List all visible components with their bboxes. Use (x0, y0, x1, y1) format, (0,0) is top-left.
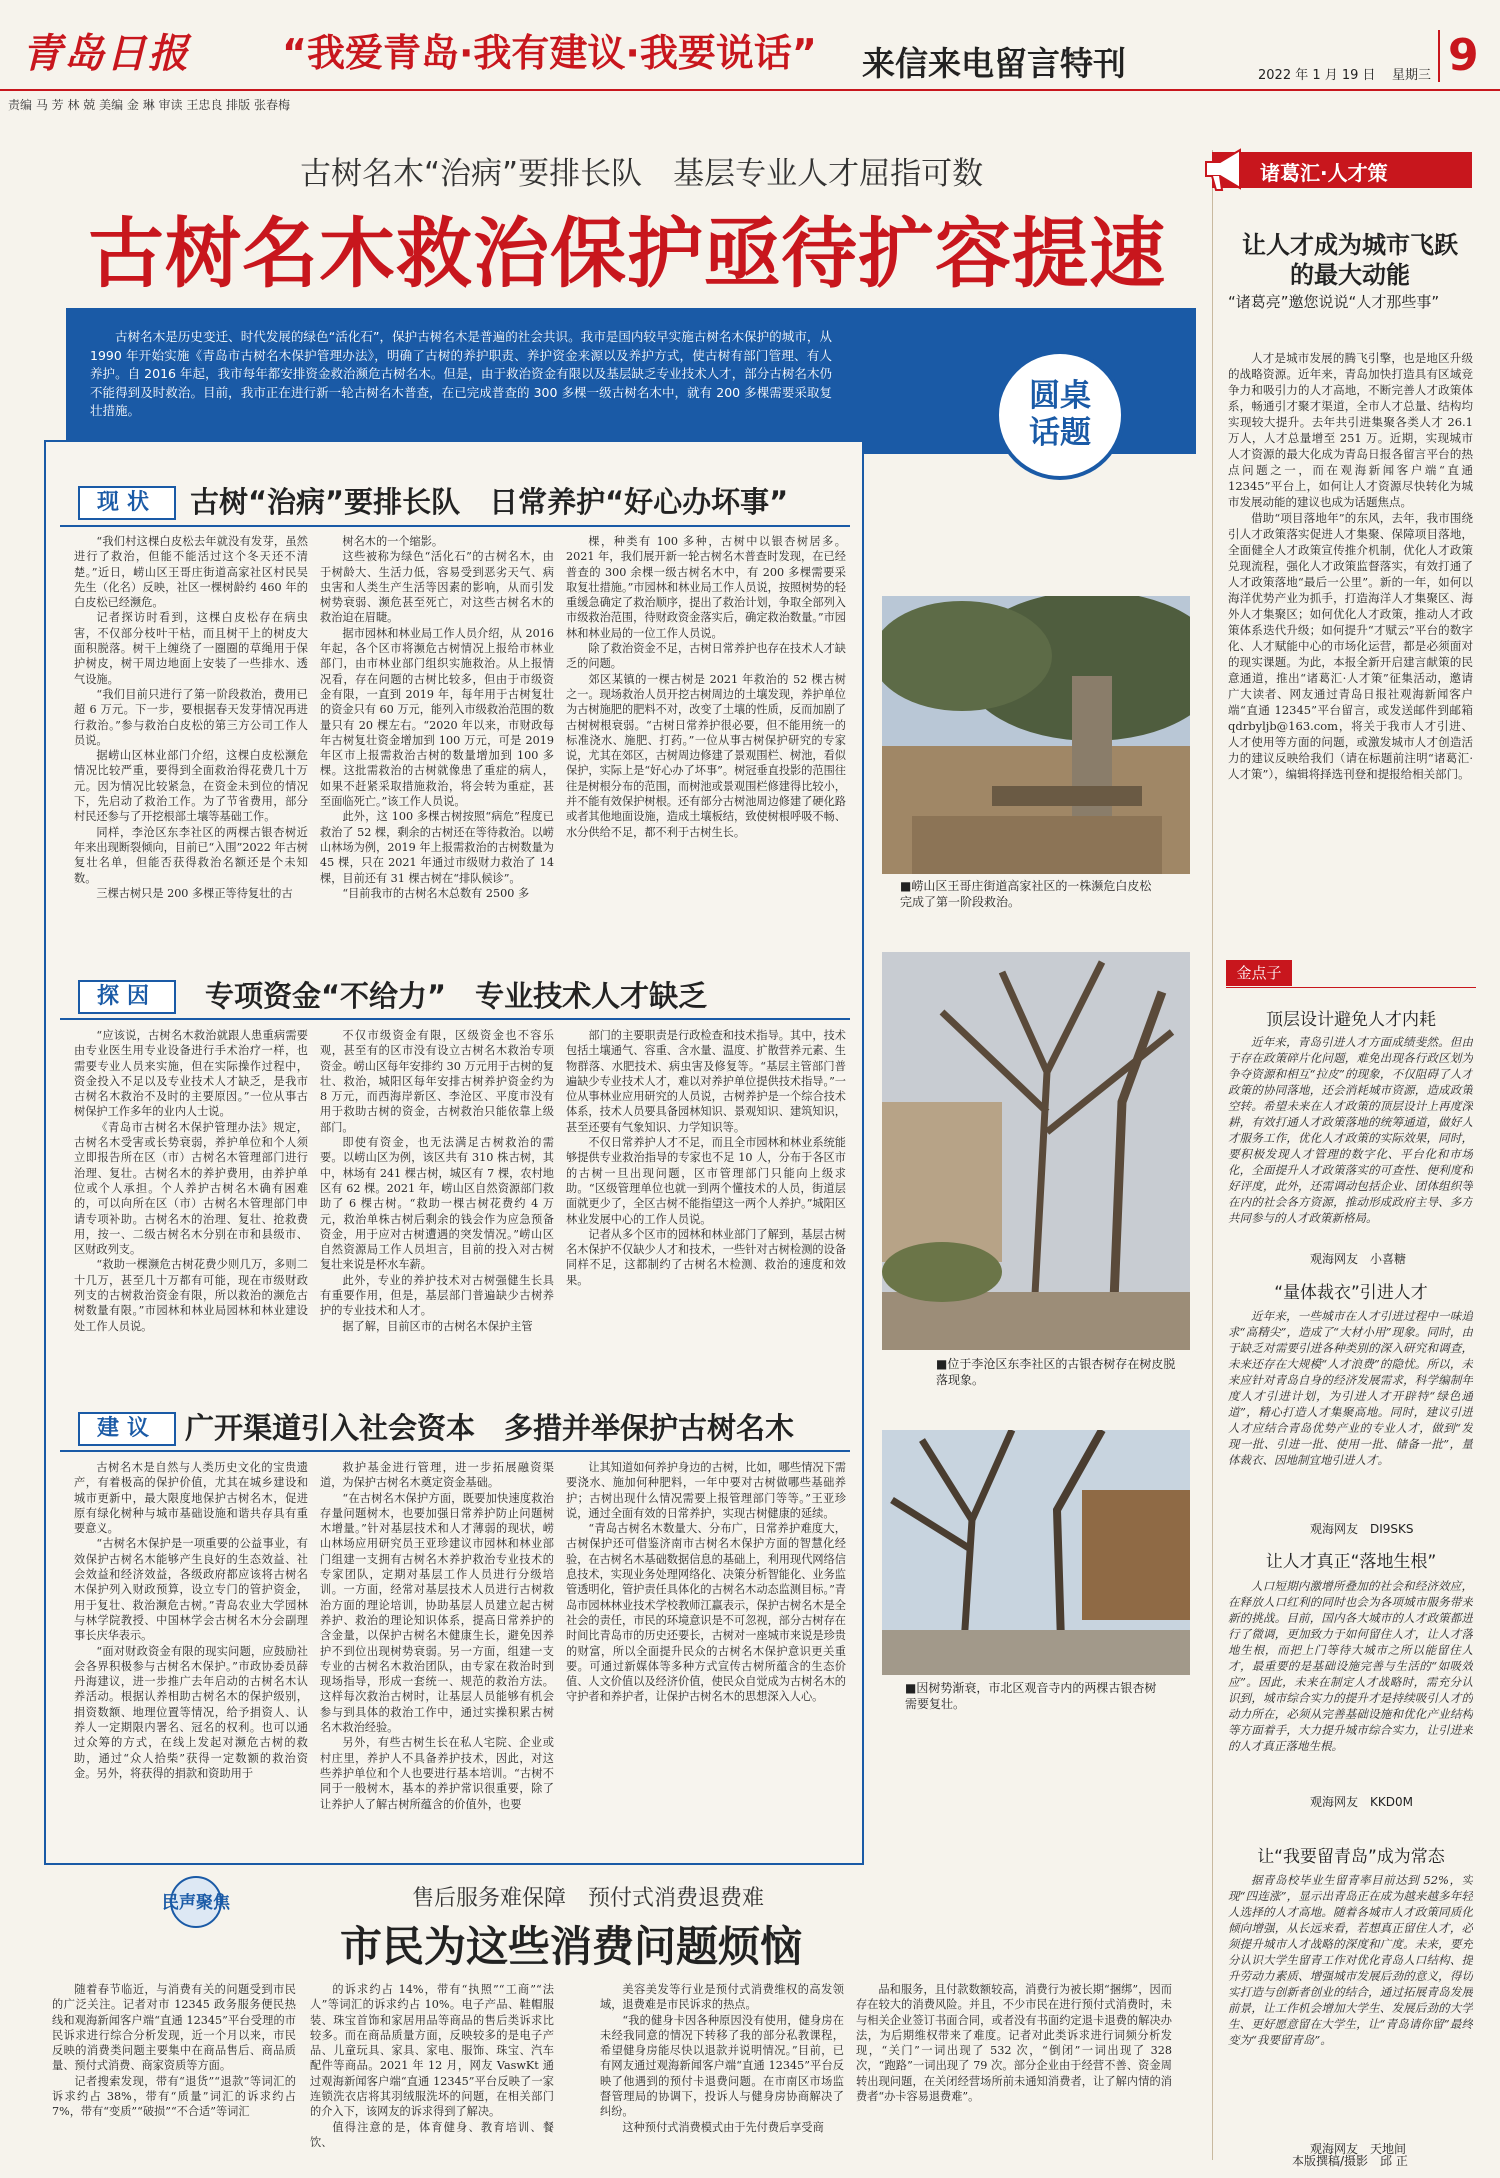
idea-4-title: 让“我要留青岛”成为常态 (1257, 1847, 1445, 1867)
section-tag-cause: 探因 (78, 980, 176, 1014)
photo-white-pine (882, 596, 1190, 874)
consumer-column-3 (600, 1982, 844, 2158)
section-tag-advice: 建议 (78, 1412, 176, 1446)
s2-column-3 (566, 1028, 846, 1388)
s3-column-3 (566, 1460, 846, 1855)
intro-text: 古树名木是历史变迁、时代发展的绿色“活化石”，保护古树名木是普遍的社会共识。我市是国内较早实施古树名木保护的城市，从 1990 年开始实施《青岛市古树名木保护管理办法》，明确了古树的养护职责、养护资金来源以及养护方式，使古树有部门管理、有人养护。自 2016 年起，我市每年都安排资金救治濒危古树名木。但是，由于救治资金有限以及基层缺乏专业技术人才，部分古树名木仍不能得到及时救治。目前，我市正在进行新一轮古树名木普查，在已完成普查的 300 多棵一级古树名木中，就有 200 多棵需要采取复壮措施。 (90, 329, 832, 418)
paragraph: 的诉求约占 14%，带有“执照”“工商”“法人”等词汇的诉求约占 10%。电子产品、鞋帽服装、珠宝首饰和家居用品等商品的售后类诉求比较多。而在商品质量方面，反映较多的是电子产品、儿童玩具、家具、家电、服饰、珠宝、汽车配件等商品。2021 年 12 月，网友 VaswKt 通过观海新闻客户端“直通 12345”平台反映了一家连锁洗衣店将其羽绒服洗坏的问题，在相关部门的介入下，该网友的诉求得到了解决。 (310, 1983, 554, 2119)
masthead-rule (0, 89, 1500, 91)
paragraph: 同样，李沧区东李社区的两棵古银杏树近年来出现断裂倾向，目前已“入围”2022 年古树复壮名单，但能否获得救治名额还是个未知数。 (74, 825, 308, 885)
paragraph: “应该说，古树名木救治就跟人患重病需要由专业医生用专业设备进行手术治疗一样，也需要专业人员来实施，但在实际操作过程中，资金投入不足以及专业技术人才缺乏，是我市古树名木救治不及时的主要原因。”一位从事古树保护工作多年的业内人士说。 (74, 1029, 308, 1119)
paragraph: “我们目前只进行了第一阶段救治，费用已超 6 万元。下一步，要根据春天发芽情况再进行救治。”参与救治白皮松的第三方公司工作人员说。 (74, 687, 308, 747)
paragraph: 部门的主要职责是行政检查和技术指导。其中，技术包括土壤通气、容重、含水量、温度、扩散营养元素、生物群落、水肥技术、病虫害及修复等。“基层主管部门普遍缺少专业技术人才，难以对养护单位提供技术指导。”一位从事林业应用研究的人员说，古树养护是一个综合技术体系，技术人员要具备园林知识、景观知识、建筑知识，甚至还要有气象知识、力学知识等。 (566, 1029, 846, 1134)
paragraph: 这些被称为绿色“活化石”的古树名木，由于树龄大、生活力低，容易受到恶劣天气、病虫害和人类生产生活等因素的影响，从而引发树势衰弱、濒危甚至死亡，对这些古树名木的救治迫在眉睫。 (320, 550, 554, 625)
section-title-advice: 广开渠道引入社会资本 多措并举保护古树名木 (185, 1411, 795, 1445)
photo-caption-2: ■位于李沧区东李社区的古银杏树存在树皮脱落现象。 (936, 1357, 1176, 1387)
consumer-column-2 (310, 1982, 554, 2158)
photo-caption-1: ■崂山区王哥庄街道高家社区的一株濒危白皮松完成了第一阶段救治。 (900, 879, 1152, 909)
sidebar-header-label: 诸葛汇·人才策 (1260, 161, 1388, 185)
idea-3-body: 人口短期内激增所叠加的社会和经济效应，在释放人口红利的同时也会为各项城市服务带来新的挑战。目前，国内各大城市的人才政策都进行了微调，更加致力于如何留住人才，让人才落地生根，而把上门等待大城市之所以能留住人才，最重要的是基础设施完善与生活的“如吸效应”。因此，未来在制定人才战略时，需充分认识到，城市综合实力的提升才是持续吸引人才的动力所在，必须从完善基础设施和优化产业结构等方面着手，大力提升城市综合实力，让引进来的人才真正落地生根。 (1228, 1579, 1473, 1753)
paragraph: 另外，有些古树生长在私人宅院、企业或村庄里，养护人不具备养护技术，因此，对这些养护单位和个人也要进行基本培训。“古树不同于一般树木，基本的养护常识很重要，除了让养护人了解古树所蕴含的价值外，也要 (320, 1736, 554, 1811)
paragraph: 除了救治资金不足，古树日常养护也存在技术人才缺乏的问题。 (566, 642, 846, 671)
photo-caption-3: ■因树势渐衰，市北区观音寺内的两棵古银杏树需要复壮。 (905, 1681, 1157, 1711)
issue-date: 2022 年 1 月 19 日 (1258, 68, 1376, 83)
megaphone-icon (1200, 146, 1250, 192)
idea-4-author: 观海网友 天地间 (1310, 2142, 1407, 2156)
s2-column-2 (320, 1028, 554, 1388)
section-title-status: 古树“治病”要排长队 日常养护“好心办坏事” (190, 485, 789, 519)
idea-1-author: 观海网友 小喜糖 (1310, 1252, 1407, 1266)
s2-column-1 (74, 1028, 308, 1388)
section-rule (60, 525, 850, 527)
paragraph: 《青岛市古树名木保护管理办法》规定，古树名木受害或长势衰弱，养护单位和个人须立即报告所在区（市）古树名木管理部门进行治理、复壮。古树名木的养护费用，由养护单位或个人承担。个人养护古树名木确有困难的，可以向所在区（市）古树名木管理部门申请专项补助。古树名木的治理、复壮、抢救费用，按一、二级古树名木分别在市和县级市、区财政列支。 (74, 1120, 308, 1257)
paragraph: 随着春节临近，与消费有关的问题受到市民的广泛关注。记者对市 12345 政务服务便民热线和观海新闻客户端“直通 12345”平台受理的市民诉求进行综合分析发现，近一个月以来，市民反映的消费类问题主要集中在商品售后、商品质量、预付式消费、商家资质等方面。 (52, 1983, 296, 2073)
idea-3-title: 让人才真正“落地生根” (1265, 1552, 1437, 1572)
consumer-column-4 (856, 1982, 1172, 2144)
s1-column-1 (74, 534, 308, 959)
consumer-footer: 本版撰稿/摄影 邱 正 (1292, 2154, 1408, 2168)
special-headline: “我爱青岛·我有建议·我要说话” (282, 31, 817, 75)
paragraph: 此外，这 100 多棵古树按照“病危”程度已救治了 52 棵，剩余的古树还在等待救治。以崂山林场为例，2019 年上报需救治的古树数量为 45 棵，只在 2021 年通过市级财力救治了 14 棵，目前还有 31 棵古树在“排队候诊”。 (320, 810, 554, 885)
section-title-cause: 专项资金“不给力” 专业技术人才缺乏 (205, 979, 708, 1013)
paragraph: “古树名木保护是一项重要的公益事业，有效保护古树名木能够产生良好的生态效益、社会效益和经济效益，各级政府都应该将古树名木保护列入财政预算，设立专门的管护资金，用于复壮、救治濒危古树。”青岛农业大学园林与林学院教授、中国林学会古树名木分会副理事长庆华表示。 (74, 1537, 308, 1643)
idea-2-author: 观海网友 DI9SKS (1310, 1522, 1414, 1536)
paragraph: “青岛古树名木数量大、分布广，日常养护难度大，古树保护还可借鉴济南市古树名木保护方面的智慧化经验，在古树名木基础数据信息的基础上，利用现代网络信息技术，实现业务处理网络化、决策分析智能化、业务监管透明化，管护责任具体化的古树名木动态监测目标。”青岛市园林林业技术学校教师江赢表示，保护古树名木是全社会的责任，市民的环境意识是不可忽视，部分古树存在时间比青岛市的历史还要长，古树对一座城市来说是珍贵的财富，所以全面提升民众的古树名木保护意识更关重要。可通过新媒体等多种方式宣传古树所蕴含的生态价值、人文价值以及经济价值，使民众自觉成为古树名木的守护者和养护者，让保护古树名木的思想深入人心。 (566, 1522, 846, 1704)
sidebar-article-body (1228, 350, 1473, 962)
newspaper-logo: 青岛日报 (22, 30, 190, 77)
paragraph: 此外，专业的养护技术对古树强健生长具有重要作用，但是，基层部门普遍缺少古树养护的专业技术和人才。 (320, 1273, 554, 1318)
paragraph: 三棵古树只是 200 多棵正等待复壮的古 (96, 886, 293, 900)
lead-kicker: 古树名木“治病”要排长队 基层专业人才屈指可数 (300, 156, 984, 192)
masthead (0, 0, 1500, 118)
consumer-title: 市民为这些消费问题烦恼 (340, 1922, 803, 1971)
idea-2-body: 近年来，一些城市在人才引进过程中一味追求“高精尖”，造成了“大材小用”现象。同时，由于缺乏对需要引进各种类别的深入研究和调查，未来还存在大规模“人才浪费”的隐忧。所以，未来应针对青岛自身的经济发展需求，科学编制年度人才引进计划，为引进人才开辟特“绿色通道”，精心打造人才集聚高地。同时，建议引进人才应结合青岛优势产业的专业人才，做到“发现一批、引进一批、使用一批、储备一批”，量体裁衣、因地制宜地引进人才。 (1228, 1309, 1473, 1467)
paragraph: “在古树名木保护方面，既要加快速度救治存量问题树木，也要加强日常养护防止问题树木增量。”针对基层技术和人才薄弱的现状，崂山林场应用研究员王亚珍建议市园林和林业部门组建一支拥有古树名木养护救治专业技术的专家团队，定期对基层工作人员进行分级培训。一方面，经常对基层技术人员进行古树救治方面的理论培训，协助基层人员建立起古树养护、救治的理论知识体系，提高日常养护的含金量，以保护古树名木健康生长，避免因养护不到位出现树势衰弱。另一方面，组建一支专业的古树名木救治团队，由专家在救治时到现场指导，形成一套统一、规范的救治方法。这样每次救治古树时，让基层人员能够有机会参与到具体的救治工作中，通过实操积累古树名木救治经验。 (320, 1491, 554, 1735)
photo-ginkgo-dongli (882, 952, 1190, 1350)
paragraph: “我的健身卡因各种原因没有使用，健身房在未经我同意的情况下转移了我的部分私教课程，希望健身房能尽快以退款并说明情况。”目前，已有网友通过观海新闻客户端“直通 12345”平台反映了他遇到的预付卡退费问题。在市南区市场监督管理局的协调下，投诉人与健身房协商解决了纠纷。 (600, 2013, 844, 2119)
page-number: 9 (1438, 30, 1488, 82)
consumer-kicker: 售后服务难保障 预付式消费退费难 (412, 1886, 765, 1911)
paragraph: 让其知道如何养护身边的古树，比如，哪些情况下需要浇水、施加何种肥料，一年中要对古树做哪些基础养护；古树出现什么情况需要上报管理部门等等。”王亚珍说，通过全面有效的日常养护，实现古树健康的延续。 (566, 1461, 846, 1520)
paragraph: 树名木的一个缩影。 (342, 535, 444, 548)
s3-column-1 (74, 1460, 308, 1855)
s1-column-3 (566, 534, 846, 959)
photo-ginkgo-guanyin (882, 1430, 1190, 1675)
editor-credits: 责编 马 芳 林 兢 美编 金 琳 审读 王忠良 排版 张春梅 (8, 98, 290, 112)
paragraph: 不仅日常养护人才不足，而且全市园林和林业系统能够提供专业救治指导的专家也不足 10 人，分布于各区市的古树一旦出现问题，区市管理部门只能向上级求助。“区级管理单位也就一到两个懂技术的人员，街道层面就更少了，全区古树不能指望这一两个人养护。”城阳区林业发展中心的工作人员说。 (566, 1136, 846, 1226)
gold-ideas-rule (1226, 987, 1476, 988)
paragraph: 即使有资金，也无法满足古树救治的需要。以崂山区为例，该区共有 310 株古树，其中，林场有 241 棵古树，城区有 7 棵，农村地区有 62 棵。2021 年，崂山区自然资源部门救助了 6 棵古树。“救助一棵古树花费约 4 万元，救治单株古树后剩余的钱会作为应急预备资金，用于应对古树遭遇的突发情况。”崂山区自然资源局工作人员坦言，目前的投入对古树复壮来说是杯水车薪。 (320, 1136, 554, 1272)
idea-1-title: 顶层设计避免人才内耗 (1266, 1010, 1436, 1030)
paragraph: “救助一棵濒危古树花费少则几万，多则二十几万，甚至几十万都有可能，现在市级财政列支的古树救治资金有限，所以救治的濒危古树数量有限。”市园林和林业局园林和林业建设处工作人员说。 (74, 1258, 308, 1333)
consumer-badge-label: 民声聚焦 (162, 1893, 230, 1913)
paragraph: 记者探访时看到，这棵白皮松存在病虫害，不仅部分枝叶干枯，而且树干上的树皮大面积脱落。树干上缠绕了一圈圈的草绳用于保护树皮，树干周边地面上安装了一些排水、透气设施。 (74, 611, 308, 686)
idea-2-title: “量体裁衣”引进人才 (1274, 1283, 1428, 1303)
lead-title: 古树名木救治保护亟待扩容提速 (88, 209, 1166, 298)
paragraph: 品和服务，且付款数额较高，消费行为被长期“捆绑”，因而存在较大的消费风险。并且，不少市民在进行预付式消费时，未与相关企业签订书面合同，或者没有书面约定退卡退费的解决办法，为后期维权带来了难度。记者对此类诉求进行词频分析发现，“关门”一词出现了 532 次，“倒闭”一词出现了 328 次，“跑路”一词出现了 79 次。部分企业由于经营不善、资金周转出现问题，在关闭经营场所前未通知消费者，让了解内情的消费者“办卡容易退费难”。 (856, 1983, 1172, 2104)
paragraph: 记者从多个区市的园林和林业部门了解到，基层古树名木保护不仅缺少人才和技术，一些针对古树检测的设备同样不足，这都制约了古树名木检测、救治的速度和效果。 (566, 1227, 846, 1287)
paragraph: 据了解，目前区市的古树名木保护主管 (342, 1319, 533, 1333)
section-rule (60, 1018, 850, 1020)
paragraph: 据崂山区林业部门介绍，这棵白皮松濒危情况比较严重，要得到全面救治得花费几十万元。因为情况比较紧急，在资金未到位的情况下，先启动了救治工作。为了节省费用，部分村民还参与了开挖根部土壤等基础工作。 (74, 749, 308, 824)
s3-column-2 (320, 1460, 554, 1855)
paragraph: 借助“项目落地年”的东风，去年，我市围绕引人才政策落实促进人才集聚、保障项目落地，全面健全人才政策宣传推介机制，优化人才政策兑现流程，强化人才政策监督落实，有效打通了人才政策落地“最后一公里”。新的一年，如何以海洋优势产业为抓手，打造海洋人才集聚区、海外人才集聚区；如何优化人才政策，推动人才政策体系迭代升级；如何提升“才赋云”平台的数字化、人才赋能中心的市场化运营，都是必须面对的现实课题。为此，本报全新开启建言献策的民意通道，推出“诸葛汇·人才策”征集活动，邀请广大读者、网友通过青岛日报社观海新闻客户端“直通 12345”平台留言，或发送邮件到邮箱 qdrbyljb@163.com，将关于我市人才引进、人才使用等方面的问题，或激发城市人才创造活力的建议反映给我们（请在标题前注明“诸葛汇·人才策”），编辑将择选刊登和提报给相关部门。 (1228, 511, 1473, 781)
idea-1-body: 近年来，青岛引进人才方面成绩斐然。但由于存在政策碎片化问题，难免出现各行政区划为争夺资源和相互“拉皮”的现象，不仅阻碍了人才政策的协同落地，还会消耗城市资源，造成政策空转。希望未来在人才政策的顶层设计上再度深耕，有效打通人才政策落地的统筹通道，做好人才服务工作，优化人才政策的实际效果，同时，要积极发现人才管理的数字化、平台化和市场化，全面提升人才政策落实的可查性、便利度和好评度，此外，还需调动包括企业、团体组织等在内的社会各方资源，推动形成政府主导、多方共同参与的人才政策新格局。 (1228, 1035, 1473, 1225)
paragraph: “目前我市的古树名木总数有 2500 多 (342, 886, 530, 900)
paragraph: “面对财政资金有限的现实问题，应鼓励社会各界积极参与古树名木保护。”市政协委员薛丹海建议，进一步推广去年启动的古树名木认养活动。根据认养相助古树名木的保护级别，捐资数额、地理位置等情况，给予捐资人、认养人一定期限内署名、冠名的权利。也可以通过众筹的方式，在线上发起对濒危古树的救助，通过“众人拾柴”获得一定数额的救治资金。另外，将获得的捐款和资助用于 (74, 1644, 308, 1780)
consumer-column-1 (52, 1982, 296, 2158)
section-rule (60, 1450, 850, 1452)
special-subtitle: 来信来电留言特刊 (862, 44, 1126, 83)
paragraph: 值得注意的是，体育健身、教育培训、餐饮、 (310, 2120, 554, 2149)
sidebar-article-subtitle: “诸葛亮”邀您说说“人才那些事” (1228, 293, 1440, 311)
paragraph: 棵，种类有 100 多种，古树中以银杏树居多。2021 年，我们展开新一轮古树名木普查时发现，在已经普查的 300 余棵一级古树名木中，有 200 多棵需要采取复壮措施。”市园林和林业局工作人员说，按照树势的轻重缓急确定了救治顺序，提出了救治计划，争取全部列入市级救治范围，待财政资金落实后，确定救治数量。”市园林和林业局的一位工作人员说。 (566, 535, 846, 640)
paragraph: 古树名木是自然与人类历史文化的宝贵遗产，有着极高的保护价值，尤其在城乡建设和城市更新中，最大限度地保护古树名木，促进原有绿化树种与城市基础设施和谐共存具有重要意义。 (74, 1461, 308, 1536)
paragraph: 郊区某镇的一棵古树是 2021 年救治的 52 棵古树之一。现场救治人员开挖古树周边的土壤发现，养护单位为古树施肥的肥料不对，改变了土壤的性质，反而加剧了古树树根衰弱。“古树日常养护很必要，但不能用统一的标准浇水、施肥、打药。”一位从事古树保护研究的专家说，尤其在郊区，古树周边修建了景观围栏、树池，看似保护，实际上是“好心办了坏事”。树冠垂直投影的范围往往是树根分布的范围，而树池或景观围栏修建得比较小，并不能有效保护树根。还有部分古树池周边修建了硬化路或者其他地面设施，造成土壤板结，致使树根呼吸不畅、水分供给不足，都不利于古树生长。 (566, 672, 846, 839)
paragraph: 据市园林和林业局工作人员介绍，从 2016 年起，各个区市将濒危古树情况上报给市林业部门，由市林业部门组织实施救治。从上报情况看，存在问题的古树比较多，但由于市级资金有限，一直到 2019 年，每年用于古树复壮的资金只有 60 万元，能列入市级救治范围的数量只有 20 棵左右。“2020 年以来，市财政每年古树复壮资金增加到 100 万元，可是 2019 年区市上报需救治古树的数量增加到 100 多棵。这批需救治的古树就像患了重症的病人，如果不赶紧采取措施救治，将会转为重症，甚至面临死亡。”该工作人员说。 (320, 626, 554, 809)
s1-column-2 (320, 534, 554, 959)
roundtable-badge-label: 圆桌话题 (1029, 378, 1091, 451)
section-tag-status: 现状 (78, 486, 176, 520)
paragraph: 记者搜索发现，带有“退货”“退款”等词汇的诉求约占 38%，带有“质量”词汇的诉求约占 7%，带有“变质”“破损”“不合适”等词汇 (52, 2074, 296, 2119)
paragraph: 不仅市级资金有限，区级资金也不容乐观，甚至有的区市没有设立古树名木救治专项资金。崂山区每年安排约 30 万元用于古树的复壮、救治，城阳区每年安排古树养护资金约为 8 万元，而西海岸新区、李沧区、平度市没有用于救助古树的资金，古树救治只能依靠上级部门。 (320, 1029, 554, 1134)
paragraph: 美容美发等行业是预付式消费维权的高发领域，退费难是市民诉求的热点。 (600, 1983, 844, 2012)
paragraph: 人才是城市发展的腾飞引擎，也是地区升级的战略资源。近年来，青岛加快打造具有区域竞争力和吸引力的人才高地，不断完善人才政策体系，畅通引才聚才渠道，全市人才总量、结构均实现较大提升。去年共引进集聚各类人才 26.1 万人，人才总量增至 251 万。近期，实现城市人才资源的最大化成为青岛日报各留言平台的热点问题之一，而在观海新闻客户端“直通 12345”平台上，如何让人才资源尽快转化为城市发展动能的建议也成为话题焦点。 (1228, 351, 1473, 509)
paragraph: “我们村这棵白皮松去年就没有发芽，虽然进行了救治，但能不能活过这个冬天还不清楚。”近日，崂山区王哥庄街道高家社区村民吴先生（化名）反映，社区一棵树龄约 460 年的白皮松已经濒危。 (74, 535, 308, 610)
sidebar-article-title: 让人才成为城市飞跃的最大动能 (1242, 231, 1458, 289)
paragraph: 这种预付式消费模式由于先付费后享受商 (622, 2120, 824, 2134)
idea-4-body: 据青岛校毕业生留青率目前达到 52%，实现“四连涨”，显示出青岛正在成为越来越多年轻人选择的人才高地。随着各城市人才政策同质化倾向增强，从长远来看，若想真正留住人才，必须提升城市人才战略的深度和广度。未来，要充分认识大学生留青工作对优化青岛人口结构、提升劳动力素质、增强城市发展后劲的意义，得切实打造与创新者创业的结合，通过拓展青岛发展前景，让工作机会增加大学生、发展后劲的大学生、更好愿意留在大学生，让“青岛请你留”最终变为“我要留青岛”。 (1228, 1873, 1473, 2047)
gold-ideas-label: 金点子 (1226, 960, 1292, 986)
paragraph: 救护基金进行管理，进一步拓展融资渠道，为保护古树名木奠定资金基础。 (320, 1461, 554, 1490)
issue-weekday: 星期三 (1392, 68, 1432, 83)
idea-3-author: 观海网友 KKD0M (1310, 1795, 1413, 1809)
